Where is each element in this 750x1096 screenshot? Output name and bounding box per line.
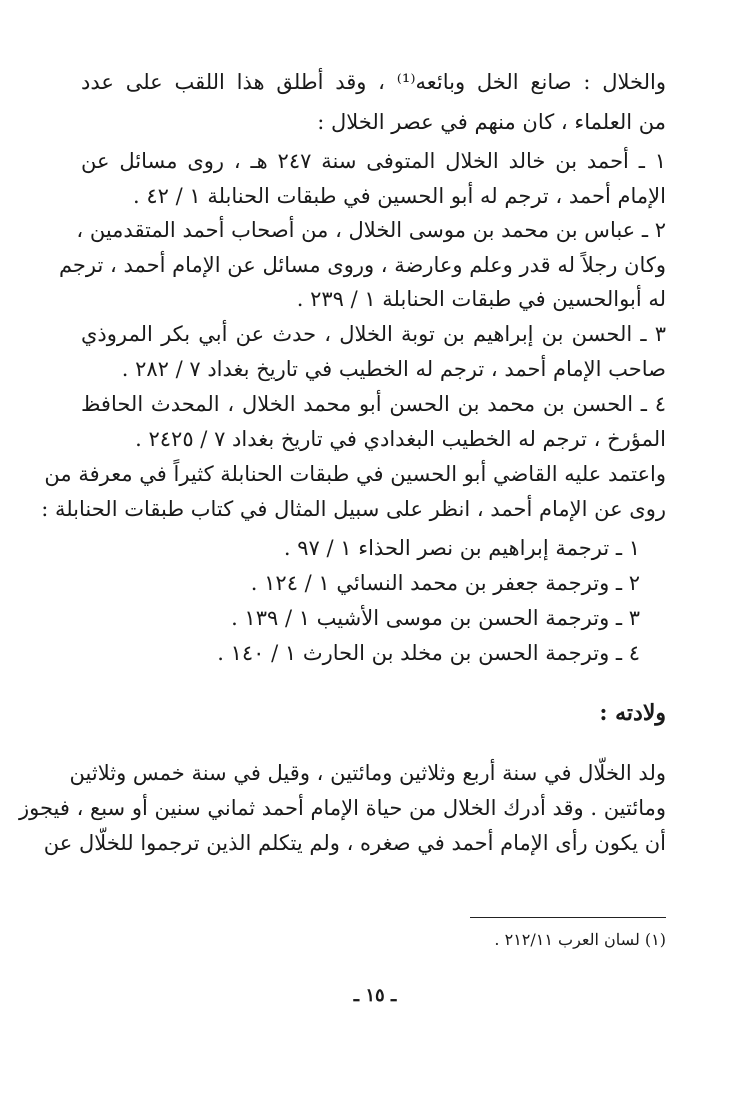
page-number: ـ ١٥ ـ <box>353 985 397 1006</box>
paragraph-line: ٤ ـ الحسن بن محمد بن الحسن أبو محمد الخلال ، المحدث الحافظ <box>81 392 666 416</box>
list-item: ٢ ـ وترجمة جعفر بن محمد النسائي ١ / ١٢٤ . <box>250 571 640 595</box>
paragraph-line: ١ ـ أحمد بن خالد الخلال المتوفى سنة ٢٤٧ هـ ، روى مسائل عن <box>81 149 666 173</box>
list-item: ٤ ـ وترجمة الحسن بن مخلد بن الحارث ١ / ١٤٠ . <box>217 641 640 665</box>
paragraph-line: ٢ ـ عباس بن محمد بن موسى الخلال ، من أصحاب أحمد المتقدمين ، <box>76 218 666 242</box>
paragraph-line: صاحب الإمام أحمد ، ترجم له الخطيب في تاريخ بغداد ٧ / ٢٨٢ . <box>121 357 666 381</box>
paragraph-line: أن يكون رأى الإمام أحمد في صغره ، ولم يتكلم الذين ترجموا للخلّال عن <box>43 831 666 855</box>
paragraph-line: ٣ ـ الحسن بن إبراهيم بن توبة الخلال ، حدث عن أبي بكر المروذي <box>81 322 666 346</box>
paragraph-line: الإمام أحمد ، ترجم له أبو الحسين في طبقات الحنابلة ١ / ٤٢ . <box>133 184 666 208</box>
paragraph-line: المؤرخ ، ترجم له الخطيب البغدادي في تاريخ بغداد ٧ / ٢٤٢٥ . <box>135 427 666 451</box>
list-item: ١ ـ ترجمة إبراهيم بن نصر الحذاء ١ / ٩٧ . <box>283 536 640 560</box>
footnote-divider <box>470 917 666 918</box>
paragraph-line: وكان رجلاً له قدر وعلم وعارضة ، وروى مسائل عن الإمام أحمد ، ترجم <box>58 253 666 277</box>
paragraph-line: ومائتين . وقد أدرك الخلال من حياة الإمام أحمد ثماني سنين أو سبع ، فيجوز <box>18 796 666 820</box>
paragraph-line: روى عن الإمام أحمد ، انظر على سبيل المثال في كتاب طبقات الحنابلة : <box>41 497 666 521</box>
section-heading: ولادته : <box>599 700 666 726</box>
paragraph-line: والخلال : صانع الخل وبائعه⁽¹⁾ ، وقد أطلق هذا اللقب على عدد <box>81 70 666 94</box>
paragraph-line: واعتمد عليه القاضي أبو الحسين في طبقات الحنابلة كثيراً في معرفة من <box>44 462 666 486</box>
paragraph-line: من العلماء ، كان منهم في عصر الخلال : <box>317 110 666 134</box>
footnote: (١) لسان العرب ٢١٢/١١ . <box>494 930 666 949</box>
paragraph-line: ولد الخلّال في سنة أربع وثلاثين ومائتين ، وقيل في سنة خمس وثلاثين <box>69 761 666 785</box>
paragraph-line: له أبوالحسين في طبقات الحنابلة ١ / ٢٣٩ . <box>296 287 666 311</box>
list-item: ٣ ـ وترجمة الحسن بن موسى الأشيب ١ / ١٣٩ . <box>231 606 640 630</box>
